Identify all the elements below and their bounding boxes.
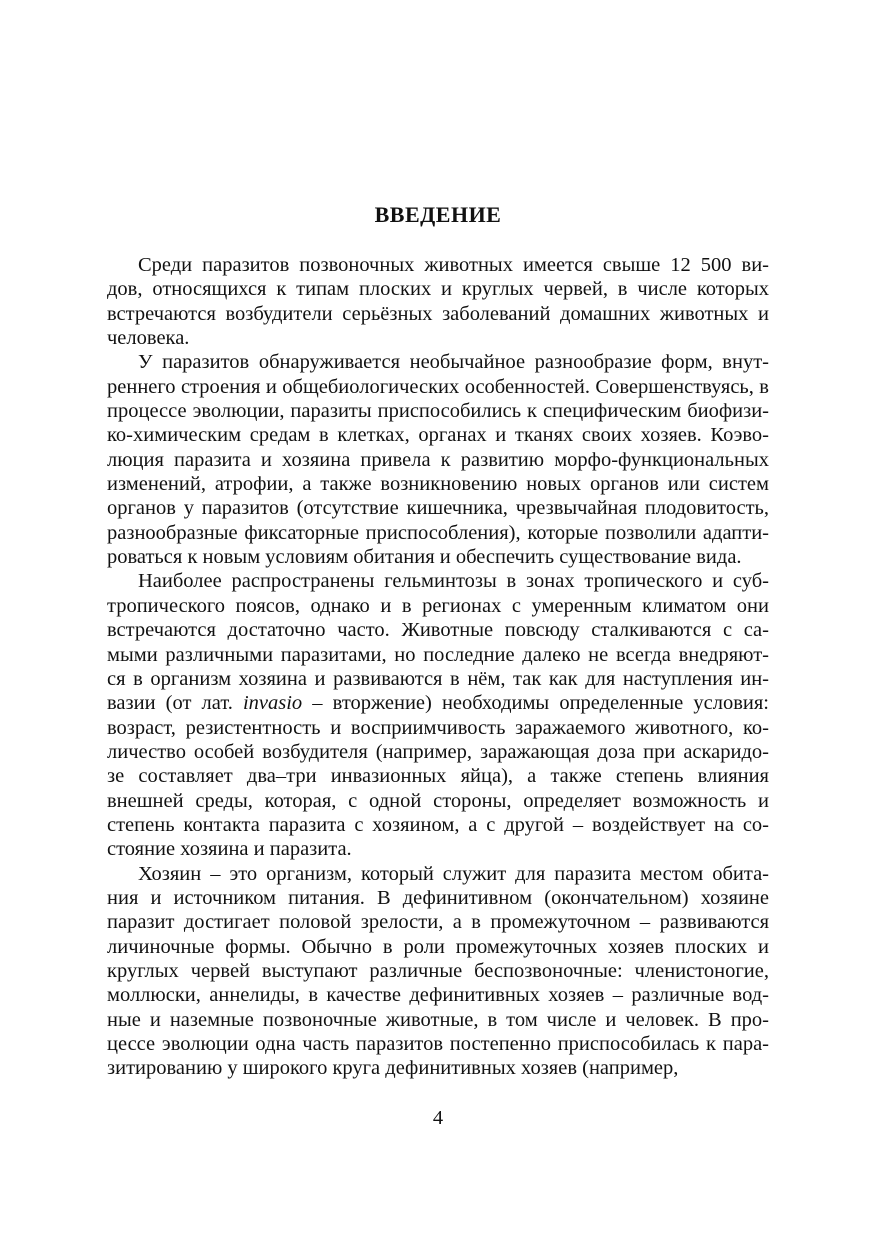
page-number: 4 (432, 1107, 444, 1129)
text-line: вазии (от лат. invasio – вторжение) необходимы определенные условия: (107, 692, 769, 715)
text-line: дов, относящихся к типам плоских и круглых червей, в числе которых (107, 278, 769, 301)
text-line: личество особей возбудителя (например, заражающая доза при аскаридо- (107, 740, 769, 763)
text-line: моллюски, аннелиды, в качестве дефинитивных хозяев – различные вод- (107, 984, 769, 1007)
text-line: внешней среды, которая, с одной стороны, определяет возможность и (107, 789, 769, 812)
text-line: зе составляет два–три инвазионных яйца), а также степень влияния (107, 765, 769, 788)
body-text (107, 253, 769, 1081)
text-line: реннего строения и общебиологических особенностей. Совершенствуясь, в (107, 375, 769, 398)
text-line: возраст, резистентность и восприимчивость заражаемого животного, ко- (107, 716, 769, 739)
paragraph (107, 350, 769, 569)
text-line: круглых червей выступают различные беспозвоночные: членистоногие, (107, 959, 769, 982)
page-title: ВВЕДЕНИЕ (374, 202, 502, 227)
text-line: зитированию у широкого круга дефинитивных хозяев (например, (107, 1057, 679, 1080)
text-line: процессе эволюции, паразиты приспособились к специфическим биофизи- (107, 400, 769, 423)
text-line: человека. (107, 327, 190, 350)
text-line: ния и источником питания. В дефинитивном (окончательном) хозяине (107, 886, 769, 909)
paragraph (107, 569, 769, 861)
text-line: люция паразита и хозяина привела к развитию морфо-функциональных (107, 448, 769, 471)
text-line: роваться к новым условиям обитания и обеспечить существование вида. (107, 546, 742, 569)
text-line: Наиболее распространены гельминтозы в зонах тропического и суб- (138, 570, 769, 593)
text-line: Среди паразитов позвоночных животных имеется свыше 12 500 ви- (138, 254, 769, 276)
paragraph (107, 862, 769, 1081)
text-line: встречаются возбудители серьёзных заболеваний домашних животных и (107, 302, 769, 325)
text-line: Хозяин – это организм, который служит для паразита местом обита- (138, 862, 769, 885)
text-line: паразит достигает половой зрелости, а в промежуточном – развиваются (107, 911, 769, 934)
text-line: органов у паразитов (отсутствие кишечника, чрезвычайная плодовитость, (107, 497, 769, 520)
text-line: разнообразные фиксаторные приспособления), которые позволили адапти- (107, 521, 769, 544)
text-line: тропического поясов, однако и в регионах с умеренным климатом они (107, 594, 769, 617)
text-line: степень контакта паразита с хозяином, а с другой – воздействует на со- (107, 813, 769, 836)
text-line: У паразитов обнаруживается необычайное разнообразие форм, внут- (138, 351, 769, 374)
text-line: цессе эволюции одна часть паразитов постепенно приспособилась к пара- (107, 1033, 769, 1055)
latin-term: invasio (242, 692, 303, 715)
text-line: личиночные формы. Обычно в роли промежуточных хозяев плоских и (107, 935, 769, 958)
text-line: ные и наземные позвоночные животные, в том числе и человек. В про- (107, 1008, 769, 1031)
text-line: изменений, атрофии, а также возникновению новых органов или систем (107, 473, 769, 496)
paragraph (107, 253, 769, 350)
text-line: встречаются достаточно часто. Животные повсюду сталкиваются с са- (107, 619, 769, 642)
text-line: ся в организм хозяина и развиваются в нём, так как для наступления ин- (107, 667, 769, 690)
text-line: ко-химическим средам в клетках, органах и тканях своих хозяев. Коэво- (107, 424, 769, 447)
text-line: мыми различными паразитами, но последние далеко не всегда внедряют- (107, 643, 769, 666)
text-line: стояние хозяина и паразита. (107, 838, 352, 861)
